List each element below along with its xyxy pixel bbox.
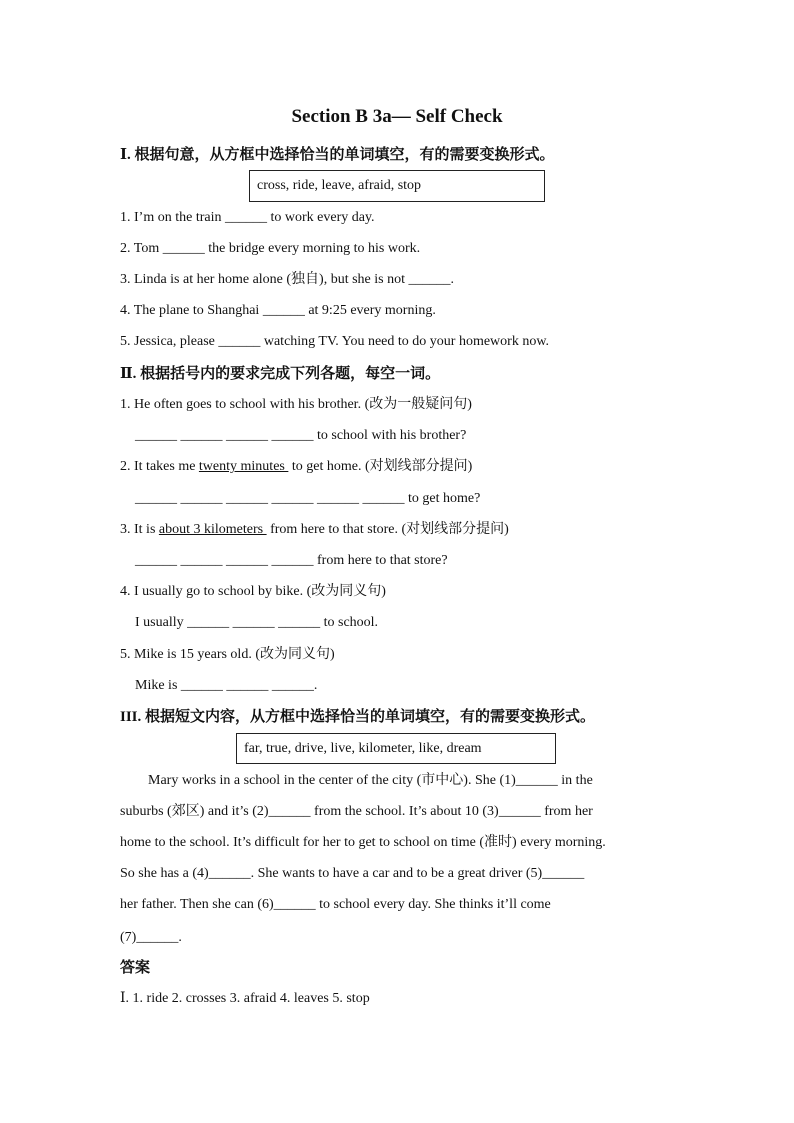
part2-q2-pre: 2. It takes me (120, 459, 199, 474)
part1-item-4: 4. The plane to Shanghai ______ at 9:25 every morning. (120, 303, 436, 318)
page-title: Section B 3a— Self Check (291, 106, 503, 127)
part2-q5: 5. Mike is 15 years old. (改为同义句) (120, 647, 335, 662)
part1-word-box: cross, ride, leave, afraid, stop (249, 170, 545, 202)
part1-item-1: 1. I’m on the train ______ to work every day. (120, 210, 375, 225)
part3-passage-line: Mary works in a school in the center of the city (市中心). She (1)______ in the (148, 773, 593, 788)
part2-q3-answer: ______ ______ ______ ______ from here to that store? (135, 553, 448, 568)
part3-passage-line: her father. Then she can (6)______ to school every day. She thinks it’ll come (120, 897, 551, 912)
answers-heading: 答案 (120, 960, 151, 976)
part2-q1: 1. He often goes to school with his brother. (改为一般疑问句) (120, 397, 472, 412)
part2-q3 (120, 521, 509, 539)
part2-q5-answer: Mike is ______ ______ ______. (135, 678, 318, 693)
part2-heading: Ⅱ. 根据括号内的要求完成下列各题，每空一词。 (120, 366, 441, 382)
part3-heading: III. 根据短文内容，从方框中选择恰当的单词填空，有的需要变换形式。 (120, 709, 596, 725)
part3-passage-line: suburbs (郊区) and it’s (2)______ from the school. It’s about 10 (3)______ from her (120, 804, 593, 819)
part3-passage-line: home to the school. It’s difficult for her to get to school on time (准时) every morning. (120, 835, 606, 850)
part2-q1-answer: ______ ______ ______ ______ to school with his brother? (135, 428, 467, 443)
part2-q2-post: to get home. (对划线部分提问) (288, 459, 473, 474)
part3-passage-line: So she has a (4)______. She wants to have a car and to be a great driver (5)______ (120, 866, 585, 881)
part1-item-2: 2. Tom ______ the bridge every morning to his work. (120, 241, 421, 256)
part2-q4-answer: I usually ______ ______ ______ to school. (135, 615, 379, 630)
part2-q4: 4. I usually go to school by bike. (改为同义句) (120, 584, 386, 599)
part3-word-box: far, true, drive, live, kilometer, like, dream (236, 733, 556, 764)
part1-heading: Ⅰ. 根据句意，从方框中选择恰当的单词填空，有的需要变换形式。 (120, 147, 555, 163)
answers-part1: Ⅰ. 1. ride 2. crosses 3. afraid 4. leaves 5. stop (120, 991, 370, 1006)
part2-q2-answer: ______ ______ ______ ______ ______ ______ to get home? (135, 491, 481, 506)
part1-item-5: 5. Jessica, please ______ watching TV. You need to do your homework now. (120, 334, 550, 349)
part2-q3-pre: 3. It is (120, 522, 159, 537)
part2-q2 (120, 458, 472, 476)
part2-q2-underlined: twenty minutes (198, 459, 289, 474)
part2-q3-underlined: about 3 kilometers (158, 522, 267, 537)
part3-passage-line: (7)______. (120, 930, 182, 945)
part2-q3-post: from here to that store. (对划线部分提问) (266, 522, 509, 537)
part1-item-3: 3. Linda is at her home alone (独自), but she is not ______. (120, 272, 454, 287)
